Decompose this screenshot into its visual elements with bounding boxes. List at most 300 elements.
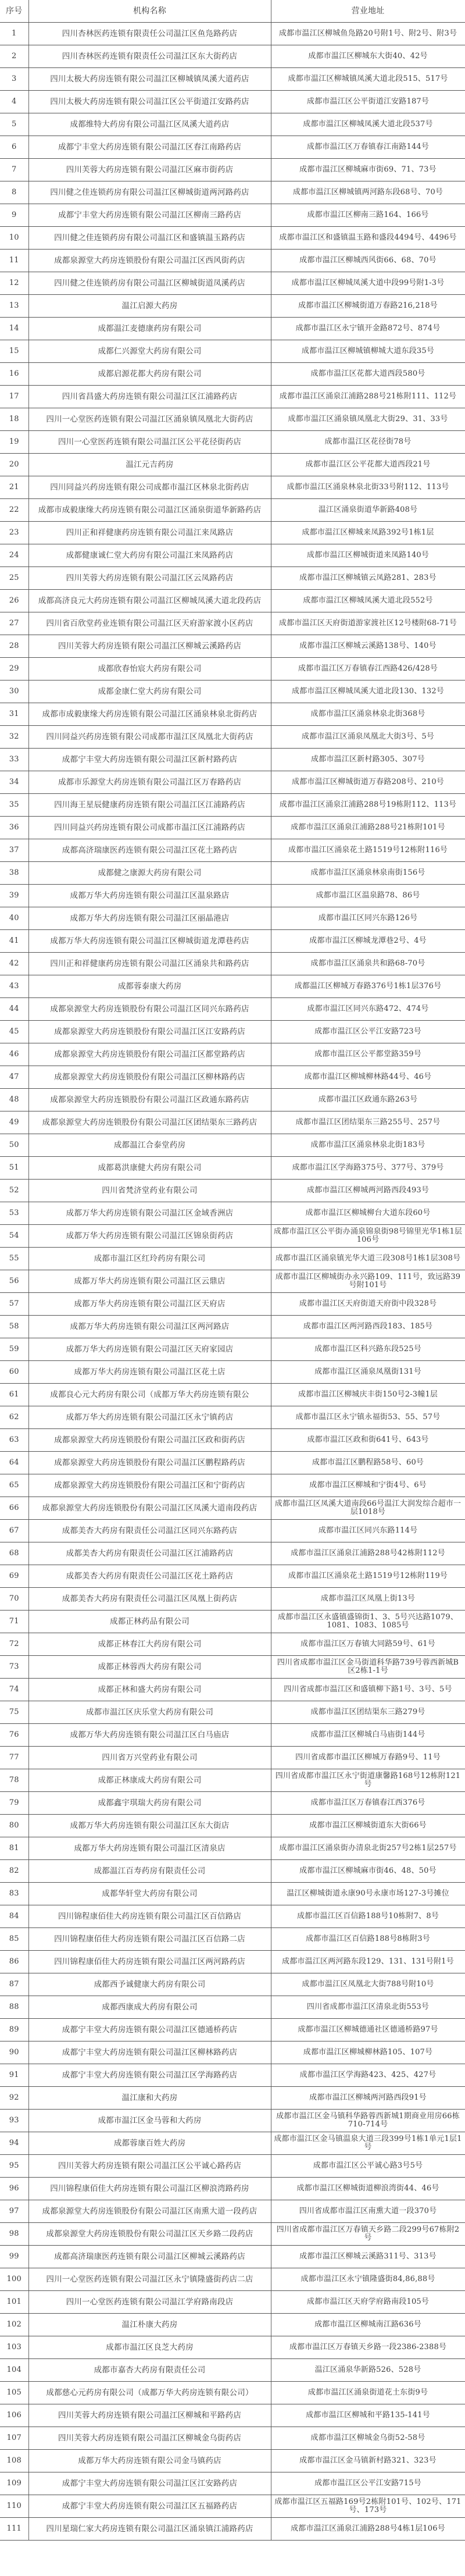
row-name: 成都健康诚仁堂大药房有限公司温江来凤路药店	[28, 544, 271, 567]
row-name: 成都泉源堂大药房连锁股份有限公司温江区政通东路药店	[28, 1089, 271, 1111]
row-name: 四川杏林医药连锁有限责任公司温江区鱼凫路药店	[28, 23, 271, 45]
row-name: 成都维特大药房有限公司温江区凤溪大道药店	[28, 113, 271, 136]
row-name: 成都宁丰堂大药房连锁有限公司温江区柳林路药店	[28, 2041, 271, 2064]
row-name: 四川省梵济堂药业有限公司	[28, 1180, 271, 1202]
row-address: 成都市温江区学海路423、425、427号	[271, 2064, 465, 2087]
row-address: 成都市温江区柳南三路164、166号	[271, 204, 465, 227]
table-row	[0, 1747, 465, 1769]
row-name: 成都温江百寿药房有限责任公司	[28, 1860, 271, 1883]
table-row	[0, 1021, 465, 1043]
row-address: 成都市温江区涌泉江浦路288号19栋附112、113号	[271, 794, 465, 817]
table-row	[0, 817, 465, 839]
row-index: 33	[0, 749, 28, 771]
header-name: 机构名称	[28, 0, 271, 23]
row-address: 成都市温江区涌泉凤凰北大街3号、5号	[271, 726, 465, 749]
row-name: 四川芙蓉大药房连锁有限公司温江区柳城和平路药店	[28, 2404, 271, 2427]
row-name: 成都市温江区良芝大药房	[28, 2336, 271, 2359]
row-name: 四川太极大药房连锁有限公司温江区公平街道江安路药店	[28, 91, 271, 113]
row-index: 73	[0, 1656, 28, 1679]
row-index: 22	[0, 499, 28, 522]
row-index: 14	[0, 318, 28, 340]
row-name: 成都泉源堂大药房连锁股份有限公司温江区都堂路药店	[28, 1043, 271, 1066]
row-index: 29	[0, 658, 28, 680]
row-address: 成都市温江区涌泉林泉北街33号附112、113号	[271, 476, 465, 499]
row-address: 成都市温江区金马镇温泉大道三段399号1栋1单元1层1号	[271, 2132, 465, 2155]
row-index: 50	[0, 1134, 28, 1157]
row-address: 成都市温江区万春镇天乡路一段2386-2388号	[271, 2336, 465, 2359]
table-row	[0, 2200, 465, 2223]
row-name: 四川杏林医药连锁有限责任公司温江区东大街药店	[28, 45, 271, 68]
row-address: 成都市温江区万春镇春江西376号	[271, 1792, 465, 1815]
row-name: 成都泉源堂大药房连锁股份有限公司温江区同兴东路药店	[28, 998, 271, 1021]
table-row	[0, 91, 465, 113]
row-index: 81	[0, 1837, 28, 1860]
row-address: 四川省成都市温江区永宁街道康馨路168号12栋附121号	[271, 1769, 465, 1792]
row-name: 四川同益兴药房连锁有限公司成都市温江区凤凰北大街药店	[28, 726, 271, 749]
row-address: 成都市温江区柳城柳林路44号、46号	[271, 1066, 465, 1089]
table-row	[0, 522, 465, 544]
row-index: 31	[0, 703, 28, 726]
row-address: 成都市温江区柳城和平路135-141号	[271, 2404, 465, 2427]
row-name: 成都万华大药房连锁有限公司温江区白马庙店	[28, 1724, 271, 1747]
table-row	[0, 1905, 465, 1928]
row-address: 成都市温江区柳城云溪路138号、140号	[271, 635, 465, 658]
row-address: 成都市温江区政和街641号、643号	[271, 1429, 465, 1452]
row-name: 成都泉源堂大药房连锁股份有限公司温江区江安路药店	[28, 1021, 271, 1043]
table-row	[0, 749, 465, 771]
row-address: 温江区涌泉街道华新路408号	[271, 499, 465, 522]
table-row	[0, 1270, 465, 1293]
table-row	[0, 658, 465, 680]
table-row	[0, 1837, 465, 1860]
table-row	[0, 1429, 465, 1452]
row-index: 45	[0, 1021, 28, 1043]
table-row	[0, 2155, 465, 2178]
table-row	[0, 2359, 465, 2382]
row-index: 78	[0, 1769, 28, 1792]
row-index: 86	[0, 1951, 28, 1973]
row-index: 101	[0, 2291, 28, 2314]
row-name: 成都万华大药房连锁有限公司温江区云鼎店	[28, 1270, 271, 1293]
row-address: 成都市温江区花径街78号	[271, 431, 465, 454]
table-row	[0, 2291, 465, 2314]
table-row	[0, 930, 465, 953]
row-name: 成都温江合泰堂药房	[28, 1134, 271, 1157]
table-row	[0, 1452, 465, 1474]
row-name: 成都泉源堂大药房连锁股份有限公司温江区政和街药店	[28, 1429, 271, 1452]
table-row	[0, 1996, 465, 2019]
table-row	[0, 907, 465, 930]
row-address: 四川省成都市温江区柳城万春路9号、11号	[271, 1747, 465, 1769]
row-address: 成都市温江区柳城凤溪大道中段99号附1-3号	[271, 272, 465, 295]
row-index: 3	[0, 68, 28, 91]
row-index: 43	[0, 975, 28, 998]
row-index: 38	[0, 862, 28, 885]
row-name: 成都市嘉杏大药房有限责任公司	[28, 2359, 271, 2382]
row-address: 成都市温江区柳城两河路西段493号	[271, 1180, 465, 1202]
row-address: 成都市温江区柳城柳林路105、107号	[271, 2041, 465, 2064]
row-address: 成都市温江区柳城街道来凤路140号	[271, 544, 465, 567]
row-index: 52	[0, 1180, 28, 1202]
table-row	[0, 1815, 465, 1837]
row-index: 62	[0, 1406, 28, 1429]
row-index: 107	[0, 2427, 28, 2450]
table-row	[0, 2495, 465, 2518]
row-address: 四川省成都市温江区南熏大道一段370号	[271, 2200, 465, 2223]
row-name: 四川一心堂医药连锁有限公司温江区涌泉镇凤凰北大街药店	[28, 408, 271, 431]
row-index: 37	[0, 839, 28, 862]
table-row	[0, 272, 465, 295]
row-index: 91	[0, 2064, 28, 2087]
row-address: 成都市温江区同兴东路472、474号	[271, 998, 465, 1021]
table-row	[0, 680, 465, 703]
table-row	[0, 726, 465, 749]
table-row	[0, 1248, 465, 1270]
table-row	[0, 408, 465, 431]
row-index: 103	[0, 2336, 28, 2359]
table-row	[0, 2178, 465, 2200]
row-index: 20	[0, 454, 28, 476]
row-address: 成都市温江区涌泉街办清泉北街257号2栋1层257号	[271, 1837, 465, 1860]
table-row	[0, 113, 465, 136]
table-row	[0, 45, 465, 68]
row-index: 100	[0, 2268, 28, 2291]
row-name: 成都正林药品有限公司	[28, 1611, 271, 1633]
row-name: 四川锦程康佰佳大药房连锁有限公司温江区柳浪湾路药房	[28, 2178, 271, 2200]
row-index: 23	[0, 522, 28, 544]
row-index: 70	[0, 1588, 28, 1611]
row-name: 成都万华大药房连锁有限公司温江区柳城街道龙潭巷药店	[28, 930, 271, 953]
row-address: 成都市温江区两河路东段129、131、131号附1号	[271, 1951, 465, 1973]
table-row	[0, 1611, 465, 1633]
table-row	[0, 23, 465, 45]
table-row	[0, 363, 465, 386]
row-address: 成都市温江区万春镇春江南路144号	[271, 136, 465, 159]
row-name: 成都西予诚健康大药房有限公司	[28, 1973, 271, 1996]
row-index: 61	[0, 1384, 28, 1406]
row-address: 成都市温江区鹏程路58号、60号	[271, 1452, 465, 1474]
row-name: 四川锦程康佰佳大药房连锁有限公司温江区两河路药店	[28, 1951, 271, 1973]
row-address: 成都市温江区团结渠东三路255号、257号	[271, 1111, 465, 1134]
table-row	[0, 2064, 465, 2087]
table-row	[0, 68, 465, 91]
row-name: 成都宁丰堂大药房连锁有限公司温江区五福路药店	[28, 2495, 271, 2518]
row-index: 82	[0, 1860, 28, 1883]
row-index: 69	[0, 1565, 28, 1588]
row-address: 成都市温江区涌泉林泉北街368号	[271, 703, 465, 726]
row-index: 19	[0, 431, 28, 454]
row-address: 成都市温江区永宁镇隆盛街84,86,88号	[271, 2268, 465, 2291]
row-address: 成都市温江区柳城街办永兴路109、111号，致远路39号附101号	[271, 1270, 465, 1293]
row-address: 成都市温江区涌泉镇光华大道三段308号1栋1层308号	[271, 1248, 465, 1270]
row-index: 71	[0, 1611, 28, 1633]
row-name: 成都万华大药房连锁有限公司温江区天府店	[28, 1293, 271, 1316]
row-name: 成都华轩堂大药房有限公司	[28, 1883, 271, 1905]
row-name: 四川锦程康佰佳大药房连锁有限公司温江区百信路二店	[28, 1928, 271, 1951]
row-index: 111	[0, 2518, 28, 2541]
row-address: 成都市温江区政通东路263号	[271, 1089, 465, 1111]
row-index: 25	[0, 567, 28, 590]
row-name: 四川健之佳连锁药房有限公司温江区柳城街道凤溪药店	[28, 272, 271, 295]
row-index: 2	[0, 45, 28, 68]
row-index: 85	[0, 1928, 28, 1951]
row-address: 成都市温江区涌泉林泉北街183号	[271, 1134, 465, 1157]
table-row	[0, 794, 465, 817]
row-address: 成都市温江区同兴东路114号	[271, 1520, 465, 1542]
row-name: 成都泉源堂大药房连锁股份有限公司温江区凤溪大道南段药店	[28, 1497, 271, 1520]
table-row	[0, 431, 465, 454]
table-row	[0, 975, 465, 998]
table-row	[0, 839, 465, 862]
table-row	[0, 1225, 465, 1248]
header-index: 序号	[0, 0, 28, 23]
row-address: 成都市温江区柳城鱼凫路20号附1号、附2号、附3号	[271, 23, 465, 45]
row-address: 成都市温江区和盛镇温玉路和盛段4494号、4496号	[271, 227, 465, 250]
row-name: 成都宁丰堂大药房连锁有限公司温江区德通桥药店	[28, 2019, 271, 2041]
row-name: 四川正和祥健康药房连锁有限公司温江区涌泉共和路药店	[28, 953, 271, 975]
row-name: 成都宁丰堂大药房连锁有限公司温江区春江南路药店	[28, 136, 271, 159]
row-name: 成都万华大药房连锁有限公司温江区丽晶港店	[28, 907, 271, 930]
row-address: 成都市温江区柳城镇凤溪大道北段515、517号	[271, 68, 465, 91]
row-address: 成都市温江区柳城麻市街69、71、73号	[271, 159, 465, 181]
row-address: 成都市温江区永宁镇永福街53、55、57号	[271, 1406, 465, 1429]
table-row	[0, 1973, 465, 1996]
table-row	[0, 1542, 465, 1565]
row-name: 成都万华大药房连锁有限公司金马镇药店	[28, 2450, 271, 2472]
row-address: 四川省成都市温江区清泉北街553号	[271, 1996, 465, 2019]
row-index: 24	[0, 544, 28, 567]
row-name: 成都泉源堂大药房连锁股份有限公司温江区和宁街药店	[28, 1474, 271, 1497]
table-row	[0, 2382, 465, 2404]
row-name: 成都高济良元大药房连锁有限公司温江区柳城凤溪大道北段药店	[28, 590, 271, 612]
row-name: 四川省昌盛大药房连锁有限公司温江区江浦路药店	[28, 386, 271, 408]
table-row	[0, 1724, 465, 1747]
table-row	[0, 1656, 465, 1679]
row-address: 成都市温江区柳城麻市街46、48、50号	[271, 1860, 465, 1883]
row-index: 42	[0, 953, 28, 975]
row-address: 成都市温江区柳城云溪路311号、313号	[271, 2246, 465, 2268]
row-address: 成都市温江区花都大道西段580号	[271, 363, 465, 386]
row-address: 成都市温江区涌泉花土路1519号12栋附119号	[271, 1565, 465, 1588]
table-row	[0, 1860, 465, 1883]
row-index: 60	[0, 1361, 28, 1384]
row-name: 四川星瑞仁家大药房连锁有限公司温江区涌泉镇江浦路药店	[28, 2518, 271, 2541]
row-address: 成都市温江区柳城金乌街52-58号	[271, 2427, 465, 2450]
row-name: 成都万华大药房连锁有限公司温江区东大街店	[28, 1815, 271, 1837]
row-address: 温江区柳城街道永康90号永康市场127-3号摊位	[271, 1883, 465, 1905]
table-row	[0, 2472, 465, 2495]
row-name: 成都慈心元药房有限公司（成都万华大药房连锁有限公司）	[28, 2382, 271, 2404]
table-row	[0, 295, 465, 318]
row-name: 四川一心堂医药连锁有限公司温江区永宁镇隆盛街药店二店	[28, 2268, 271, 2291]
row-address: 成都市温江区天府街道天府街中段328号	[271, 1293, 465, 1316]
row-index: 17	[0, 386, 28, 408]
row-address: 成都市温江区柳城镇柳城大道东段35号	[271, 340, 465, 363]
row-address: 成都市温江区新村路305、307号	[271, 749, 465, 771]
row-name: 四川同益兴药房连锁有限公司成都市温江区江浦路药店	[28, 817, 271, 839]
row-name: 四川海王星辰健康药房连锁有限公司温江区江浦路药店	[28, 794, 271, 817]
table-row	[0, 544, 465, 567]
row-address: 成都市温江区柳城东大街40、42号	[271, 45, 465, 68]
table-row	[0, 1134, 465, 1157]
row-index: 36	[0, 817, 28, 839]
row-index: 46	[0, 1043, 28, 1066]
row-index: 35	[0, 794, 28, 817]
row-index: 56	[0, 1270, 28, 1293]
table-row	[0, 340, 465, 363]
table-row	[0, 2268, 465, 2291]
row-name: 成都葛洪康健大药房有限公司	[28, 1157, 271, 1180]
row-address: 成都市温江区凤溪大道南段66号温江大润发综合超市一层1018号	[271, 1497, 465, 1520]
row-name: 成都蓉康百姓大药房	[28, 2132, 271, 2155]
row-index: 40	[0, 907, 28, 930]
table-row	[0, 159, 465, 181]
row-address: 成都温江区柳城万春路376号1栋1层376号	[271, 975, 465, 998]
row-name: 成都市温江区庆乐堂大药房有限公司	[28, 1701, 271, 1724]
row-address: 成都市温江区百信路188号8栋附3号	[271, 1928, 465, 1951]
table-row	[0, 1180, 465, 1202]
row-index: 15	[0, 340, 28, 363]
row-address: 成都市温江区柳城德通社区德通桥路97号	[271, 2019, 465, 2041]
row-name: 成都泉源堂大药房连锁股份有限公司温江区团结渠东三路药店	[28, 1111, 271, 1134]
row-address: 成都市温江区柳城来凤路392号1栋1层	[271, 522, 465, 544]
table-row	[0, 1293, 465, 1316]
row-index: 8	[0, 181, 28, 204]
row-address: 成都市温江区涌泉凤凰街131号	[271, 1361, 465, 1384]
row-index: 65	[0, 1474, 28, 1497]
row-name: 四川省百欣堂药业连锁有限公司温江区天府游家渡小区药店	[28, 612, 271, 635]
row-name: 成都仁兴源堂大药房有限公司	[28, 340, 271, 363]
row-name: 四川太极大药房连锁有限公司温江区柳城镇凤溪大道药店	[28, 68, 271, 91]
row-address: 成都市温江区柳城凤溪大道北段130、132号	[271, 680, 465, 703]
row-index: 4	[0, 91, 28, 113]
row-name: 成都市温江区金马蓉和大药房	[28, 2110, 271, 2132]
table-row	[0, 2223, 465, 2246]
row-name: 四川正和祥健康药房连锁有限公司温江来凤路店	[28, 522, 271, 544]
row-name: 成都万华大药房连锁有限公司温江区花土店	[28, 1361, 271, 1384]
row-address: 成都市温江区天府学府路南段105号	[271, 2291, 465, 2314]
table-row	[0, 590, 465, 612]
table-row	[0, 2132, 465, 2155]
table-row	[0, 499, 465, 522]
row-address: 成都市温江区五福路169号2栋附101号、102号、171号、173号	[271, 2495, 465, 2518]
row-index: 64	[0, 1452, 28, 1474]
row-address: 成都市温江区柳城凤溪大道北段552号	[271, 590, 465, 612]
table-row	[0, 1565, 465, 1588]
row-address: 成都市温江区柳城龙潭巷2号、4号	[271, 930, 465, 953]
row-address: 成都市温江区金马镇科华路蓉西新城1期商业用房66栋710-714号	[271, 2110, 465, 2132]
row-address: 成都市温江区学海路375号、377号、379号	[271, 1157, 465, 1180]
header-address: 营业地址	[271, 0, 465, 23]
row-address: 成都市温江区万春镇春江西路426/428号	[271, 658, 465, 680]
table-row	[0, 1928, 465, 1951]
row-name: 四川锦程康佰佳大药房连锁有限公司温江区百信路店	[28, 1905, 271, 1928]
row-index: 98	[0, 2223, 28, 2246]
table-row	[0, 1338, 465, 1361]
table-row	[0, 136, 465, 159]
row-address: 成都市温江区柳城街道东大街66号	[271, 1815, 465, 1837]
table-row	[0, 1769, 465, 1792]
row-address: 成都市温江区柳城两河路西段91号	[271, 2087, 465, 2110]
table-body	[0, 23, 465, 2541]
row-name: 四川一心堂医药连锁有限公司温江学府路南段店	[28, 2291, 271, 2314]
row-name: 成都万华大药房连锁有限公司温江区金域香洲店	[28, 1202, 271, 1225]
row-address: 成都市温江区两河路西段183、185号	[271, 1316, 465, 1338]
row-name: 成都万华大药房连锁有限公司温江区清泉店	[28, 1837, 271, 1860]
table-row	[0, 181, 465, 204]
row-name: 成都宁丰堂大药房连锁有限公司温江区新村路药店	[28, 749, 271, 771]
row-name: 成都正林春江大药房有限公司	[28, 1633, 271, 1656]
table-row	[0, 1497, 465, 1520]
row-index: 12	[0, 272, 28, 295]
row-name: 成都宁丰堂大药房连锁有限公司温江区江安路药店	[28, 2472, 271, 2495]
row-address: 成都市温江区柳城西风街66、68、70号	[271, 250, 465, 272]
row-index: 74	[0, 1679, 28, 1701]
table-row	[0, 1520, 465, 1542]
row-index: 41	[0, 930, 28, 953]
table-row	[0, 1384, 465, 1406]
table-row	[0, 953, 465, 975]
row-index: 47	[0, 1066, 28, 1089]
table-row	[0, 227, 465, 250]
table-row	[0, 1701, 465, 1724]
row-index: 1	[0, 23, 28, 45]
row-address: 成都市温江区公平街道江安路187号	[271, 91, 465, 113]
row-name: 成都美杏大药房有限责任公司温江区花土路药店	[28, 1565, 271, 1588]
row-name: 成都温江麦德康药房有限公司	[28, 318, 271, 340]
row-address: 成都市温江区公平花都大道西段21号	[271, 454, 465, 476]
table-row	[0, 1066, 465, 1089]
table-row	[0, 1588, 465, 1611]
table-row	[0, 635, 465, 658]
table-row	[0, 2019, 465, 2041]
table-row	[0, 2427, 465, 2450]
row-index: 94	[0, 2132, 28, 2155]
row-index: 89	[0, 2019, 28, 2041]
row-name: 成都市温江区红玲药房有限公司	[28, 1248, 271, 1270]
row-index: 67	[0, 1520, 28, 1542]
row-address: 成都市温江区涌泉江浦路288号21栋附111、112号	[271, 386, 465, 408]
row-index: 16	[0, 363, 28, 386]
row-index: 77	[0, 1747, 28, 1769]
row-name: 成都美杏大药房有限责任公司温江区江浦路药店	[28, 1542, 271, 1565]
row-address: 成都市温江区万春镇大同路59号、61号	[271, 1633, 465, 1656]
row-index: 9	[0, 204, 28, 227]
row-name: 四川健之佳连锁药房有限公司温江区柳城街道两河路药店	[28, 181, 271, 204]
row-name: 成都泉源堂大药房连锁股份有限公司温江区南熏大道一段药店	[28, 2200, 271, 2223]
row-index: 44	[0, 998, 28, 1021]
table-row	[0, 2518, 465, 2541]
table-row	[0, 862, 465, 885]
row-address: 成都市温江区柳城柳台大道东段60号	[271, 1202, 465, 1225]
row-index: 80	[0, 1815, 28, 1837]
row-index: 106	[0, 2404, 28, 2427]
row-index: 109	[0, 2472, 28, 2495]
row-address: 成都市温江区金马镇新村路321、323号	[271, 2450, 465, 2472]
row-address: 四川省成都市温江区和盛镇柳下路1号、3号、5号	[271, 1679, 465, 1701]
row-index: 10	[0, 227, 28, 250]
row-index: 55	[0, 1248, 28, 1270]
row-name: 四川芙蓉大药房连锁有限公司温江区柳城金乌街药店	[28, 2427, 271, 2450]
row-index: 66	[0, 1497, 28, 1520]
row-name: 成都万华大药房连锁有限公司温江区天府家园店	[28, 1338, 271, 1361]
row-index: 7	[0, 159, 28, 181]
row-address: 成都市温江区凤凰北大街788号附10号	[271, 1973, 465, 1996]
table-row	[0, 204, 465, 227]
row-address: 成都市温江区柳城凤溪大道北段537号	[271, 113, 465, 136]
row-name: 温江康和大药房	[28, 2087, 271, 2110]
row-name: 成都市乐源堂大药房连锁有限公司温江区万春路药店	[28, 771, 271, 794]
